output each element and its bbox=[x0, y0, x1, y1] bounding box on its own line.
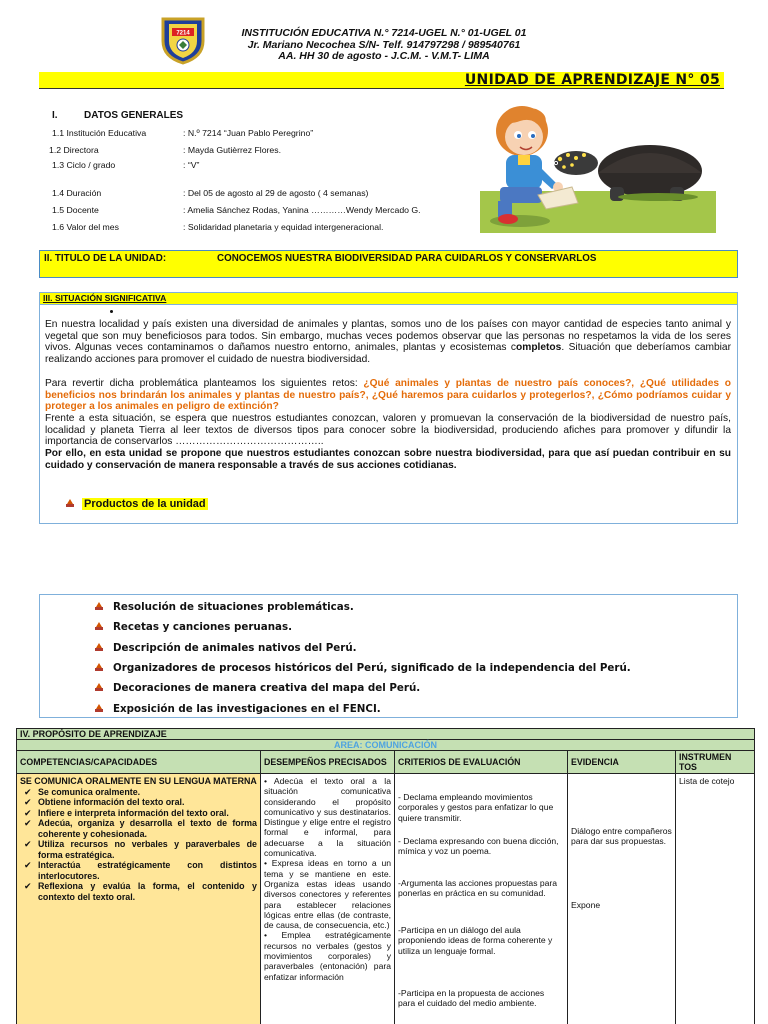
table-row bbox=[17, 774, 755, 1024]
institution-line-1: INSTITUCIÓN EDUCATIVA N.° 7214-UGEL N.° 01-UGEL 01 bbox=[241, 27, 527, 39]
arrow-bullet-icon bbox=[95, 683, 105, 693]
bullet-dot bbox=[110, 310, 113, 313]
list-item bbox=[20, 797, 257, 808]
list-item bbox=[95, 597, 631, 617]
evidencia-cell bbox=[568, 774, 676, 1024]
checkmark-icon: ✔ bbox=[24, 818, 32, 828]
paragraph-2-intro: Para revertir dicha problemática planteamos los siguientes retos: bbox=[45, 377, 364, 389]
capacidad-text: Reflexiona y evalúa la forma, el contenido y contexto del texto oral. bbox=[38, 881, 257, 902]
proposito-label: IV. PROPÓSITO DE APRENDIZAJE bbox=[17, 729, 755, 740]
dg-value: : Amelia Sánchez Rodas, Yanina …………Wendy Mercado G. bbox=[183, 205, 421, 215]
criterio-text: -Participa en la propuesta de acciones para el cuidado del medio ambiente. bbox=[398, 988, 545, 1009]
product-text: Descripción de animales nativos del Perú. bbox=[113, 641, 357, 654]
evidencia-text: Diálogo entre compañeros para dar sus propuestas. bbox=[571, 826, 672, 847]
dg-value: : “V” bbox=[183, 160, 200, 170]
retos-questions: ¿Qué animales y plantas de nuestro país conoces?, ¿Qué utilidades o beneficios nos brindarán los animales y plantas de nuestro país?, ¿Qué haremos para cuidarlos y protegerlos?, ¿Cómo podríamos cuidar y proteger a los animales en peligro de extinción? bbox=[45, 377, 731, 413]
criterios-cell bbox=[395, 774, 568, 1024]
institution-header bbox=[200, 28, 568, 63]
unit-title-section bbox=[39, 250, 738, 278]
productos-heading bbox=[66, 498, 208, 510]
arrow-bullet-icon bbox=[95, 622, 105, 632]
checkmark-icon: ✔ bbox=[24, 786, 32, 797]
section-iii-bar bbox=[40, 293, 737, 305]
arrow-bullet-icon bbox=[95, 704, 105, 714]
dg-label: 1.1 Institución Educativa bbox=[52, 128, 147, 138]
arrow-bullet-icon bbox=[66, 499, 76, 509]
section-ii-label: II. TITULO DE LA UNIDAD: bbox=[44, 253, 167, 264]
capacidad-text: Utiliza recursos no verbales y paraverbales de forma estratégica. bbox=[38, 839, 257, 860]
arrow-bullet-icon bbox=[95, 602, 105, 612]
paragraph-1-bold: ompletos bbox=[516, 342, 562, 354]
dg-value: : Solidaridad planetaria y equidad intergeneracional. bbox=[183, 222, 384, 232]
column-header: CRITERIOS DE EVALUACIÓN bbox=[395, 751, 568, 774]
capacidad-text: Adecúa, organiza y desarrolla el texto de forma coherente y cohesionada. bbox=[38, 818, 257, 839]
dg-label: 1.5 Docente bbox=[52, 205, 99, 215]
criterio-text: - Declama expresando con buena dicción, mímica y voz un poema. bbox=[398, 836, 559, 857]
table-header-row bbox=[17, 751, 755, 774]
dg-value: : Mayda Gutièrrez Flores. bbox=[183, 145, 282, 155]
capacidades-list bbox=[20, 787, 257, 903]
section-iii-label: III. SITUACIÓN SIGNIFICATIVA bbox=[43, 293, 167, 303]
list-item bbox=[95, 617, 631, 637]
dg-value: : Del 05 de agosto al 29 de agosto ( 4 semanas) bbox=[183, 188, 369, 198]
arrow-bullet-icon bbox=[95, 663, 105, 673]
product-text: Exposición de las investigaciones en el FENCI. bbox=[113, 702, 381, 715]
list-item bbox=[20, 808, 257, 819]
list-item bbox=[20, 787, 257, 798]
institution-line-3: AA. HH 30 de agosto - J.C.M. - V.M.T- LIMA bbox=[278, 50, 490, 62]
checkmark-icon: ✔ bbox=[24, 807, 32, 818]
products-box bbox=[39, 594, 738, 718]
list-item bbox=[95, 658, 631, 678]
column-header: EVIDENCIA bbox=[568, 751, 676, 774]
list-item bbox=[20, 881, 257, 902]
checkmark-icon: ✔ bbox=[24, 797, 32, 807]
unit-title-bar bbox=[39, 72, 724, 89]
dg-label: 1.6 Valor del mes bbox=[52, 222, 119, 232]
situacion-body bbox=[45, 319, 731, 471]
datos-generales-heading bbox=[52, 110, 183, 121]
product-text: Organizadores de procesos históricos del Perú, significado de la independencia del Perú. bbox=[113, 662, 631, 675]
dg-value: : N.º 7214 “Juan Pablo Peregrino” bbox=[183, 128, 314, 138]
list-item bbox=[95, 698, 631, 718]
desempenos-cell bbox=[261, 774, 395, 1024]
table-row bbox=[17, 740, 755, 751]
institution-line-2: Jr. Mariano Necochea S/N- Telf. 914797298 / 989540761 bbox=[247, 38, 521, 51]
instrumento-cell bbox=[676, 774, 755, 1024]
product-text: Decoraciones de manera creativa del mapa del Perú. bbox=[113, 682, 421, 695]
column-header: COMPETENCIAS/CAPACIDADES bbox=[17, 751, 261, 774]
situacion-significativa-section bbox=[39, 292, 738, 524]
desempeno-text: • Adecúa el texto oral a la situación comunicativa considerando el propósito comunicativo y sus destinatarios. Distingue y elige entre el registro formal e informal, para adecuarse a la situación comunicativa. bbox=[264, 776, 391, 859]
dg-label: 1.4 Duración bbox=[52, 188, 102, 198]
list-item bbox=[20, 839, 257, 860]
section-label: DATOS GENERALES bbox=[84, 110, 184, 121]
paragraph-3: Frente a esta situación, se espera que nuestros estudiantes conozcan, valoren y promuevan la conservación de la biodiversidad de nuestro país, localidad y planeta Tierra al leer textos de diversos tipos para conocer sobre la biodiversidad, produciendo afiches para promover y difundir la importancia de conservarlos …………………………………….. bbox=[45, 412, 731, 448]
products-list bbox=[95, 597, 631, 719]
competencia-title: SE COMUNICA ORALMENTE EN SU LENGUA MATERNA bbox=[20, 776, 257, 786]
productos-label: Productos de la unidad bbox=[84, 498, 206, 510]
criterio-text: - Declama empleando movimientos corporales y gestos para enfatizar lo que quiere transmitir. bbox=[398, 792, 554, 823]
criterio-text: -Participa en un diálogo del aula proponiendo ideas de forma coherente y utiliza un lenguaje formal. bbox=[398, 925, 553, 956]
desempeno-text: • Expresa ideas en torno a un tema y se mantiene en este. Organiza estas ideas usando diversos conectores y referentes para establecer relaciones lógicas entre ellas (de contraste, de causa, de consecuencia, etc.) bbox=[264, 858, 391, 931]
column-header: INSTRUMEN TOS bbox=[676, 751, 755, 774]
table-row bbox=[17, 729, 755, 740]
product-text: Recetas y canciones peruanas. bbox=[113, 621, 293, 634]
unit-title: UNIDAD DE APRENDIZAJE N° 05 bbox=[464, 72, 720, 88]
capacidad-text: Se comunica oralmente. bbox=[38, 786, 141, 797]
paragraph-4: Por ello, en esta unidad se propone que nuestros estudiantes conozcan sobre nuestra biodiversidad, para que así puedan contribuir en su cuidado y conservación de manera responsable a través de sus acciones cotidianas. bbox=[45, 448, 731, 471]
competencias-cell bbox=[17, 774, 261, 1024]
logo-text: 7214 bbox=[176, 30, 190, 37]
boy-and-turtle-illustration bbox=[480, 103, 716, 233]
dg-label: 1.3 Ciclo / grado bbox=[52, 160, 116, 170]
proposito-table bbox=[16, 728, 755, 1024]
paragraph-1 bbox=[45, 319, 731, 366]
area-label: AREA: COMUNICACIÓN bbox=[17, 740, 755, 751]
capacidad-text: Interactúa estratégicamente con distintos interlocutores. bbox=[38, 860, 257, 881]
list-item bbox=[20, 860, 257, 881]
checkmark-icon: ✔ bbox=[24, 839, 32, 849]
instrumento-text: Lista de cotejo bbox=[679, 776, 735, 786]
paragraph-1-text: En nuestra localidad y país existen una diversidad de animales y plantas, somos uno de los países con mayor cantidad de especies tanto animal y vegetal que son muy beneficiosos para todos. Sin embargo, muchas veces podemos observar que las personas no respetamos la vida de los seres vivos. Algunas veces contaminamos o dañamos nuestro entorno, animales, plantas y ecosistemas c bbox=[45, 319, 731, 354]
capacidad-text: Infiere e interpreta información del texto oral. bbox=[38, 807, 229, 818]
product-text: Resolución de situaciones problemáticas. bbox=[113, 601, 354, 614]
list-item bbox=[20, 818, 257, 839]
paragraph-1-end: . Situación que deberíamos cambiar realizando acciones para promover el cuidado de nuestra biodiversidad. bbox=[45, 342, 731, 366]
capacidad-text: Obtiene información del texto oral. bbox=[38, 797, 185, 807]
unit-name: CONOCEMOS NUESTRA BIODIVERSIDAD PARA CUIDARLOS Y CONSERVARLOS bbox=[217, 253, 597, 264]
checkmark-icon: ✔ bbox=[24, 860, 32, 870]
paragraph-2 bbox=[45, 378, 731, 413]
arrow-bullet-icon bbox=[95, 643, 105, 653]
dg-label: 1.2 Directora bbox=[49, 145, 99, 155]
checkmark-icon: ✔ bbox=[24, 881, 32, 891]
section-number: I. bbox=[52, 110, 58, 121]
criterio-text: -Argumenta las acciones propuestas para ponerlas en práctica en su comunidad. bbox=[398, 878, 558, 899]
evidencia-text: Expone bbox=[571, 900, 601, 910]
list-item bbox=[95, 678, 631, 698]
column-header: DESEMPEÑOS PRECISADOS bbox=[261, 751, 395, 774]
list-item bbox=[95, 638, 631, 658]
desempeno-text: • Emplea estratégicamente recursos no verbales (gestos y movimientos corporales) y paraverbales (entonación) para enfatizar información bbox=[264, 930, 391, 982]
